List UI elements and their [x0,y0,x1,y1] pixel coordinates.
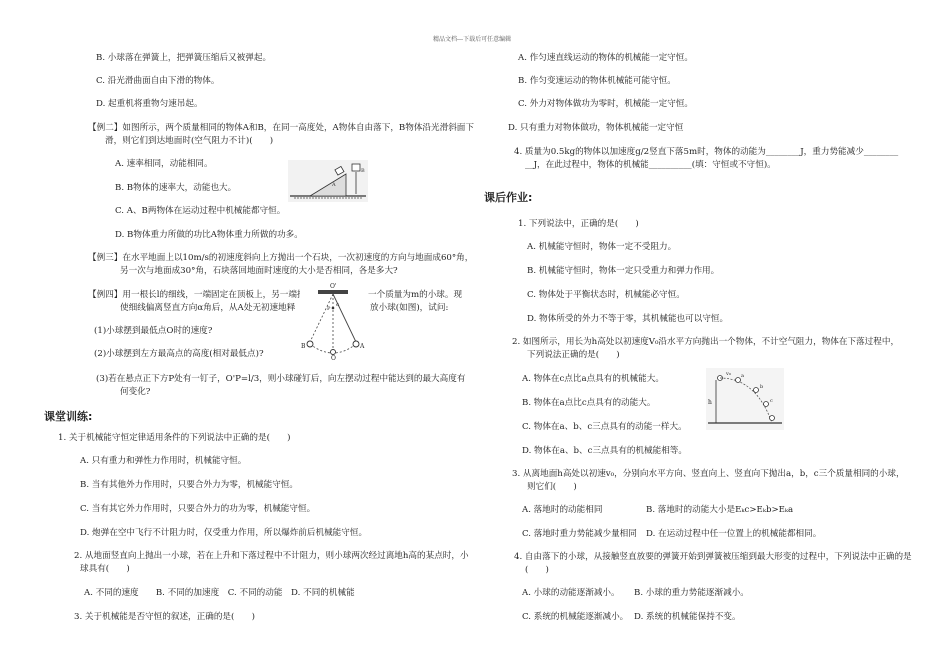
pendulum-label-o: O [331,355,336,360]
practice-line-6: 球具有( ) [80,564,130,574]
left-line-12: 一个质量为m的小球。现 [368,290,463,300]
left-line-6: B. B物体的速率大，动能也大。 [115,183,237,193]
left-line-1: C. 沿光滑曲面自由下滑的物体。 [96,76,220,86]
left-line-16: (2)小球摆到左方最高点的高度(相对最低点)? [94,349,264,359]
homework-line-12: 则它们( ) [527,482,577,492]
left-line-14: 放小球(如图)，试问: [370,303,449,313]
pendulum-figure [300,282,366,360]
homework-line-16: D. 在运动过程中任一位置上的机械能都相同。 [646,529,822,539]
homework-line-5: 2. 如图所示，用长为h高处以初速度V₀沿水平方向抛出一个物体，不计空气阻力，物体在下落过程中， [512,337,900,347]
projectile-label-h: h [708,399,712,406]
right-line-0: A. 作匀速直线运动的物体的机械能一定守恒。 [518,53,693,63]
projectile-label-v0: v₀ [726,371,731,377]
homework-line-0: 1. 下列说法中，正确的是( ) [518,219,639,229]
homework-line-20: B. 小球的重力势能逐渐减小。 [634,588,749,598]
pendulum-label-alpha: α [336,302,340,308]
practice-line-2: B. 当有其他外力作用时，只要合外力为零，机械能守恒。 [80,480,299,490]
homework-line-21: C. 系统的机械能逐渐减小。 [522,612,629,622]
incline-label-b: B [361,168,365,174]
section-title-homework: 课后作业: [484,191,533,204]
right-line-3: D. 只有重力对物体做功，物体机械能一定守恒 [508,123,684,133]
projectile-label-b: b [760,384,764,390]
right-line-2: C. 外力对物体做功为零时，机械能一定守恒。 [518,99,694,109]
left-line-17: (3)若在悬点正下方P处有一钉子，O'P=l/3，则小球碰钉后，向左摆动过程中能达到的最大高度有 [96,374,466,384]
pendulum-label-o-prime: O' [330,283,337,290]
pendulum-label-a: A [360,343,365,350]
homework-line-17: 4. 自由落下的小球，从接触竖直放要的弹簧开始到弹簧被压缩到最大形变的过程中，下列说法中正确的是 [514,552,912,562]
homework-line-2: B. 机械能守恒时，物体一定只受重力和弹力作用。 [527,266,720,276]
left-line-13: 使细线偏离竖直方向α角后，从A处无初速地释 [120,303,296,313]
homework-line-11: 3. 从离地面h高处以初速v₀，分别向水平方向、竖直向上、竖直向下抛出a，b，c三个质量相同的小球， [512,469,905,479]
practice-line-1: A. 只有重力和弹性力作用时，机械能守恒。 [80,456,247,466]
left-line-8: D. B物体重力所做的功比A物体重力所做的功多。 [115,230,303,240]
left-line-7: C. A、B两物体在运动过程中机械能都守恒。 [115,206,286,216]
left-line-0: B. 小球落在弹簧上，把弹簧压缩后又被弹起。 [96,53,272,63]
practice-line-5: 2. 从地面竖直向上抛出一小球，若在上升和下落过程中不计阻力，则小球两次经过离地h高的某点时，小 [74,551,469,561]
homework-line-1: A. 机械能守恒时，物体一定不受阻力。 [527,242,677,252]
left-line-4: 滑，则它们到达地面时(空气阻力不计)( ) [105,136,274,146]
left-line-11: 【例四】用一根长l的细线，一端固定在顶板上，另一端拴 [88,290,306,300]
projectile-label-a: a [741,373,744,379]
projectile-figure [706,368,784,430]
incline-figure [288,160,368,202]
homework-line-6: 下列说法正确的是( ) [527,350,620,360]
homework-line-22: D. 系统的机械能保持不变。 [634,612,741,622]
homework-line-8: B. 物体在a点比c点具有的动能大。 [522,398,656,408]
homework-line-4: D. 物体所受的外力不等于零，其机械能也可以守恒。 [527,314,729,324]
left-line-2: D. 起重机将重物匀速吊起。 [96,99,203,109]
homework-line-15: C. 落地时重力势能减少量相同 [522,529,637,539]
right-line-5: __J，在此过程中，物体的机械能__________(填：守恒或不守恒)。 [525,160,776,170]
left-line-15: (1)小球摆到最低点O时的速度? [94,326,213,336]
homework-line-18: ( ) [525,565,549,575]
right-line-1: B. 作匀变速运动的物体机械能可能守恒。 [518,76,676,86]
page-header: 精品文档---下载后可任意编辑 [433,36,512,43]
homework-line-3: C. 物体处于平衡状态时，机械能必守恒。 [527,290,685,300]
projectile-label-c: c [770,398,773,404]
left-line-3: 【例二】如图所示，两个质量相同的物体A和B，在同一高度处，A物体自由落下，B物体沿光滑斜面下 [88,123,474,133]
pendulum-label-b: B [301,343,306,350]
incline-label-a: A [332,182,336,188]
section-title-practice: 课堂训练: [44,410,93,423]
homework-line-9: C. 物体在a、b、c三点具有的动能一样大。 [522,422,687,432]
homework-line-14: B. 落地时的动能大小是Eₖc>Eₖb>Eₖa [646,505,794,515]
homework-line-13: A. 落地时的动能相同 [522,505,603,515]
practice-line-8: 3. 关于机械能是否守恒的叙述，正确的是( ) [74,612,255,622]
pendulum-label-p: P [327,306,331,312]
practice-line-3: C. 当有其它外力作用时，只要合外力的功为零，机械能守恒。 [80,504,316,514]
homework-line-19: A. 小球的动能逐渐减小。 [522,588,620,598]
left-line-9: 【例三】在水平地面上以10m/s的初速度斜向上方抛出一个石块，一次初速度的方向与地面成60°角， [88,253,474,263]
practice-line-4: D. 炮弹在空中飞行不计阻力时，仅受重力作用，所以爆炸前后机械能守恒。 [80,528,368,538]
left-line-10: 另一次与地面成30°角，石块落回地面时速度的大小是否相同，各是多大? [120,266,398,276]
homework-line-10: D. 物体在a、b、c三点具有的机械能相等。 [522,446,687,456]
right-line-4: 4. 质量为0.5kg的物体以加速度g/2竖直下落5m时，物体的动能为________J，重力势能减少________ [514,147,899,157]
left-line-18: 何变化? [120,387,151,397]
left-line-5: A. 速率相同，动能相同。 [115,159,213,169]
homework-line-7: A. 物体在c点比a点具有的机械能大。 [522,374,664,384]
practice-line-0: 1. 关于机械能守恒定律适用条件的下列说法中正确的是( ) [58,433,291,443]
practice-line-7: A. 不同的速度 B. 不同的加速度 C. 不同的动能 D. 不同的机械能 [84,588,355,598]
